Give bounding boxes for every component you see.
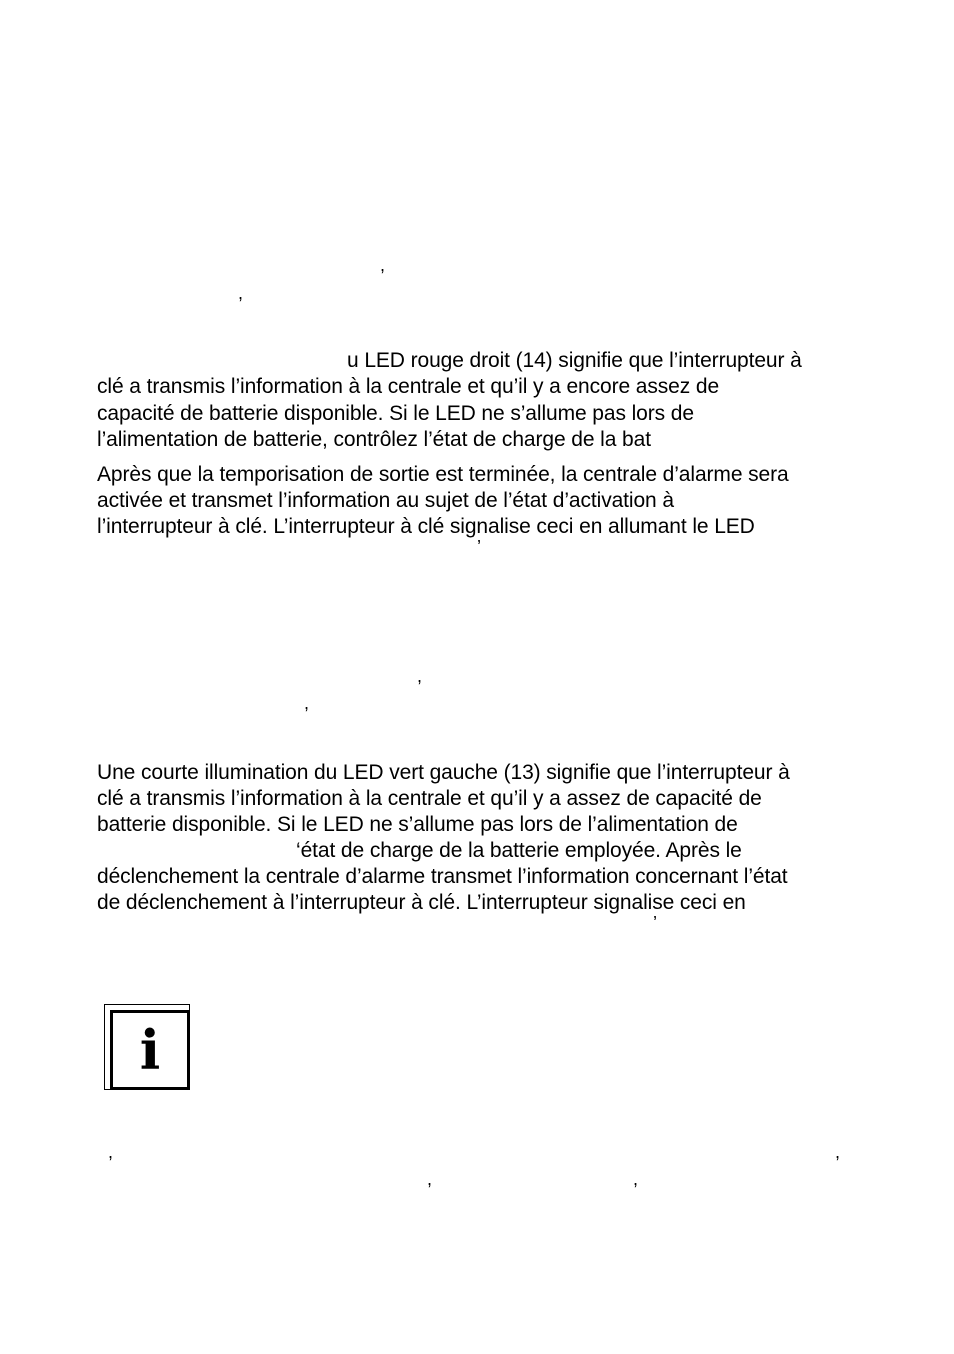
stray-comma: , [108, 1142, 114, 1162]
stray-apostrophe: ’ [477, 537, 481, 557]
text-line: l’alimentation de batterie, contrôlez l’état de charge de la bat [97, 428, 651, 451]
info-icon-frame [110, 1010, 190, 1090]
text-line: clé a transmis l’information à la centrale et qu’il y a assez de capacité de [97, 787, 762, 810]
stray-comma: , [380, 255, 386, 275]
stray-comma: , [835, 1142, 841, 1162]
text-line: activée et transmet l’information au sujet de l’état d’activation à [97, 489, 674, 512]
stray-comma: , [238, 283, 244, 303]
text-line: batterie disponible. Si le LED ne s’allume pas lors de l’alimentation de [97, 813, 738, 836]
stray-comma: , [633, 1169, 639, 1189]
text-line: clé a transmis l’information à la centrale et qu’il y a encore assez de [97, 375, 720, 398]
info-glyph: i [139, 1018, 161, 1082]
stray-comma: , [427, 1169, 433, 1189]
text-line: Après que la temporisation de sortie est terminée, la centrale d’alarme sera [97, 463, 789, 486]
text-line: u LED rouge droit (14) signifie que l’interrupteur à [347, 349, 802, 372]
info-icon [104, 1004, 190, 1090]
text-line: de déclenchement à l’interrupteur à clé. L’interrupteur signalise ceci en [97, 891, 746, 914]
text-line: Une courte illumination du LED vert gauche (13) signifie que l’interrupteur à [97, 761, 790, 784]
text-line: ‘état de charge de la batterie employée. Après le [296, 839, 742, 862]
text-line: l’interrupteur à clé. L’interrupteur à clé signalise ceci en allumant le LED [97, 515, 755, 538]
text-line: capacité de batterie disponible. Si le LED ne s’allume pas lors de [97, 402, 694, 425]
stray-apostrophe: ’ [653, 913, 657, 933]
stray-comma: , [304, 693, 310, 713]
stray-comma: , [417, 666, 423, 686]
text-line: déclenchement la centrale d’alarme transmet l’information concernant l’état [97, 865, 788, 888]
